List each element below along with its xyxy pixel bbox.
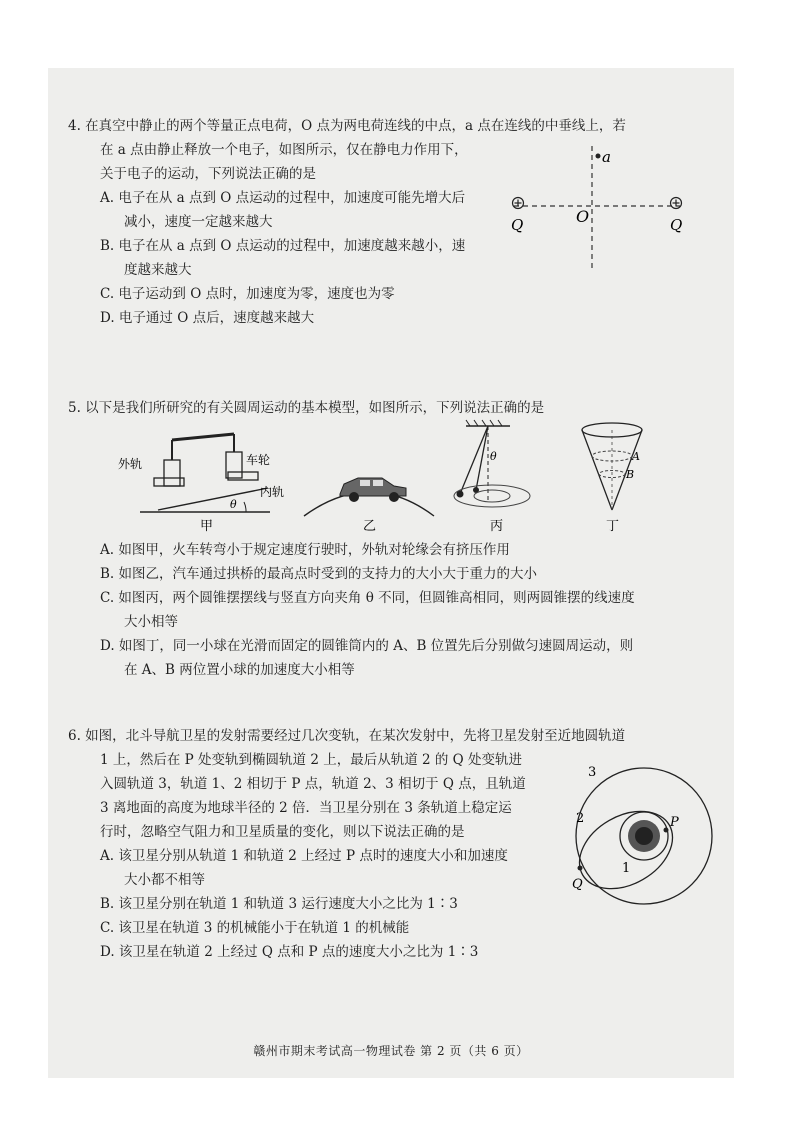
q5-option-c-cont: 大小相等 [124,614,178,630]
q5-option-a: A. 如图甲，火车转弯小于规定速度行驶时，外轨对轮缘会有挤压作用 [100,542,510,558]
charge-q-right-label: Q [670,216,683,234]
q5-stem: 5. 以下是我们所研究的有关圆周运动的基本模型，如图所示，下列说法正确的是 [68,400,545,416]
point-a-label: a [602,148,611,166]
theta-label-bing: θ [490,450,497,463]
figure-bing-conical-pendulums [454,420,530,507]
q4-option-a: A. 电子在从 a 点到 O 点运动的过程中，加速度可能先增大后 [100,190,466,206]
q4-charges-figure [500,140,700,270]
question-5-options [68,538,716,682]
q4-stem-line-3: 关于电子的运动，下列说法正确的是 [100,166,316,182]
q6-option-a: A. 该卫星分别从轨道 1 和轨道 2 上经过 P 点时的速度大小和加速度 [100,848,508,864]
exam-page [48,68,734,1078]
q6-stem-line-2: 1 上，然后在 P 处变轨到椭圆轨道 2 上，最后从轨道 2 的 Q 处变轨进 [100,752,523,768]
page-footer: 赣州市期末考试高一物理试卷 第 2 页（共 6 页） [253,1044,529,1058]
point-o-label: O [576,207,590,226]
figure-yi-label: 乙 [363,519,377,534]
q6-stem-line-4: 3 离地面的高度为地球半径的 2 倍．当卫星分别在 3 条轨道上稳定运 [100,800,512,816]
q4-option-c: C. 电子运动到 O 点时，加速度为零，速度也为零 [100,286,395,302]
q6-option-a-cont: 大小都不相等 [124,872,205,888]
q4-option-a-cont: 减小，速度一定越来越大 [124,214,273,230]
orbit-2-label: 2 [576,811,585,826]
figure-jia-rails [140,434,270,512]
q5-circular-motion-figure [118,416,698,536]
point-q-label: Q [572,877,583,892]
q6-stem-line-5: 行时，忽略空气阻力和卫星质量的变化，则以下说法正确的是 [100,824,465,840]
outer-rail-label: 外轨 [118,457,143,471]
q6-option-d: D. 该卫星在轨道 2 上经过 Q 点和 P 点的速度大小之比为 1∶3 [100,944,479,960]
figure-yi-car-bridge [304,478,434,516]
figure-ding-cone [582,423,642,510]
point-p-label: P [670,815,679,830]
theta-label-jia: θ [230,498,237,511]
q4-option-b: B. 电子在从 a 点到 O 点运动的过程中，加速度越来越小，速 [100,238,466,254]
q4-option-b-cont: 度越来越大 [124,262,192,278]
q6-option-b: B. 该卫星分别在轨道 1 和轨道 3 运行速度大小之比为 1∶3 [100,896,458,912]
figure-ding-label: 丁 [606,519,620,534]
figure-bing-label: 丙 [490,519,504,534]
q4-option-d: D. 电子通过 O 点后，速度越来越大 [100,310,315,326]
cone-point-b-label: B [626,468,635,481]
inner-rail-label: 内轨 [260,485,285,499]
q6-option-c: C. 该卫星在轨道 3 的机械能小于在轨道 1 的机械能 [100,920,410,936]
wheel-label: 车轮 [246,453,271,467]
figure-jia-label: 甲 [200,519,214,534]
q5-option-c: C. 如图丙，两个圆锥摆摆线与竖直方向夹角 θ 不同，但圆锥高相同，则两圆锥摆的线速度 [100,590,635,606]
q6-stem-line-1: 6. 如图，北斗导航卫星的发射需要经过几次变轨，在某次发射中，先将卫星发射至近地圆轨道 [68,728,626,744]
q4-stem-line-2: 在 a 点由静止释放一个电子，如图所示，仅在静电力作用下， [100,142,468,158]
q6-orbit-figure [570,760,720,910]
orbit-1-label: 1 [622,861,631,876]
q5-option-b: B. 如图乙，汽车通过拱桥的最高点时受到的支持力的大小大于重力的大小 [100,566,538,582]
q6-stem-line-3: 入圆轨道 3，轨道 1、2 相切于 P 点，轨道 2、3 相切于 Q 点，且轨道 [100,776,526,792]
q4-stem-line-1: 4. 在真空中静止的两个等量正点电荷，O 点为两电荷连线的中点，a 点在连线的中垂线上，若 [68,118,626,134]
q5-option-d-cont: 在 A、B 两位置小球的加速度大小相等 [124,662,355,678]
charge-q-left-label: Q [511,216,524,234]
orbit-3-label: 3 [588,765,597,780]
cone-point-a-label: A [632,450,640,463]
q5-option-d: D. 如图丁，同一小球在光滑而固定的圆锥筒内的 A、B 位置先后分别做匀速圆周运动，则 [100,638,634,654]
